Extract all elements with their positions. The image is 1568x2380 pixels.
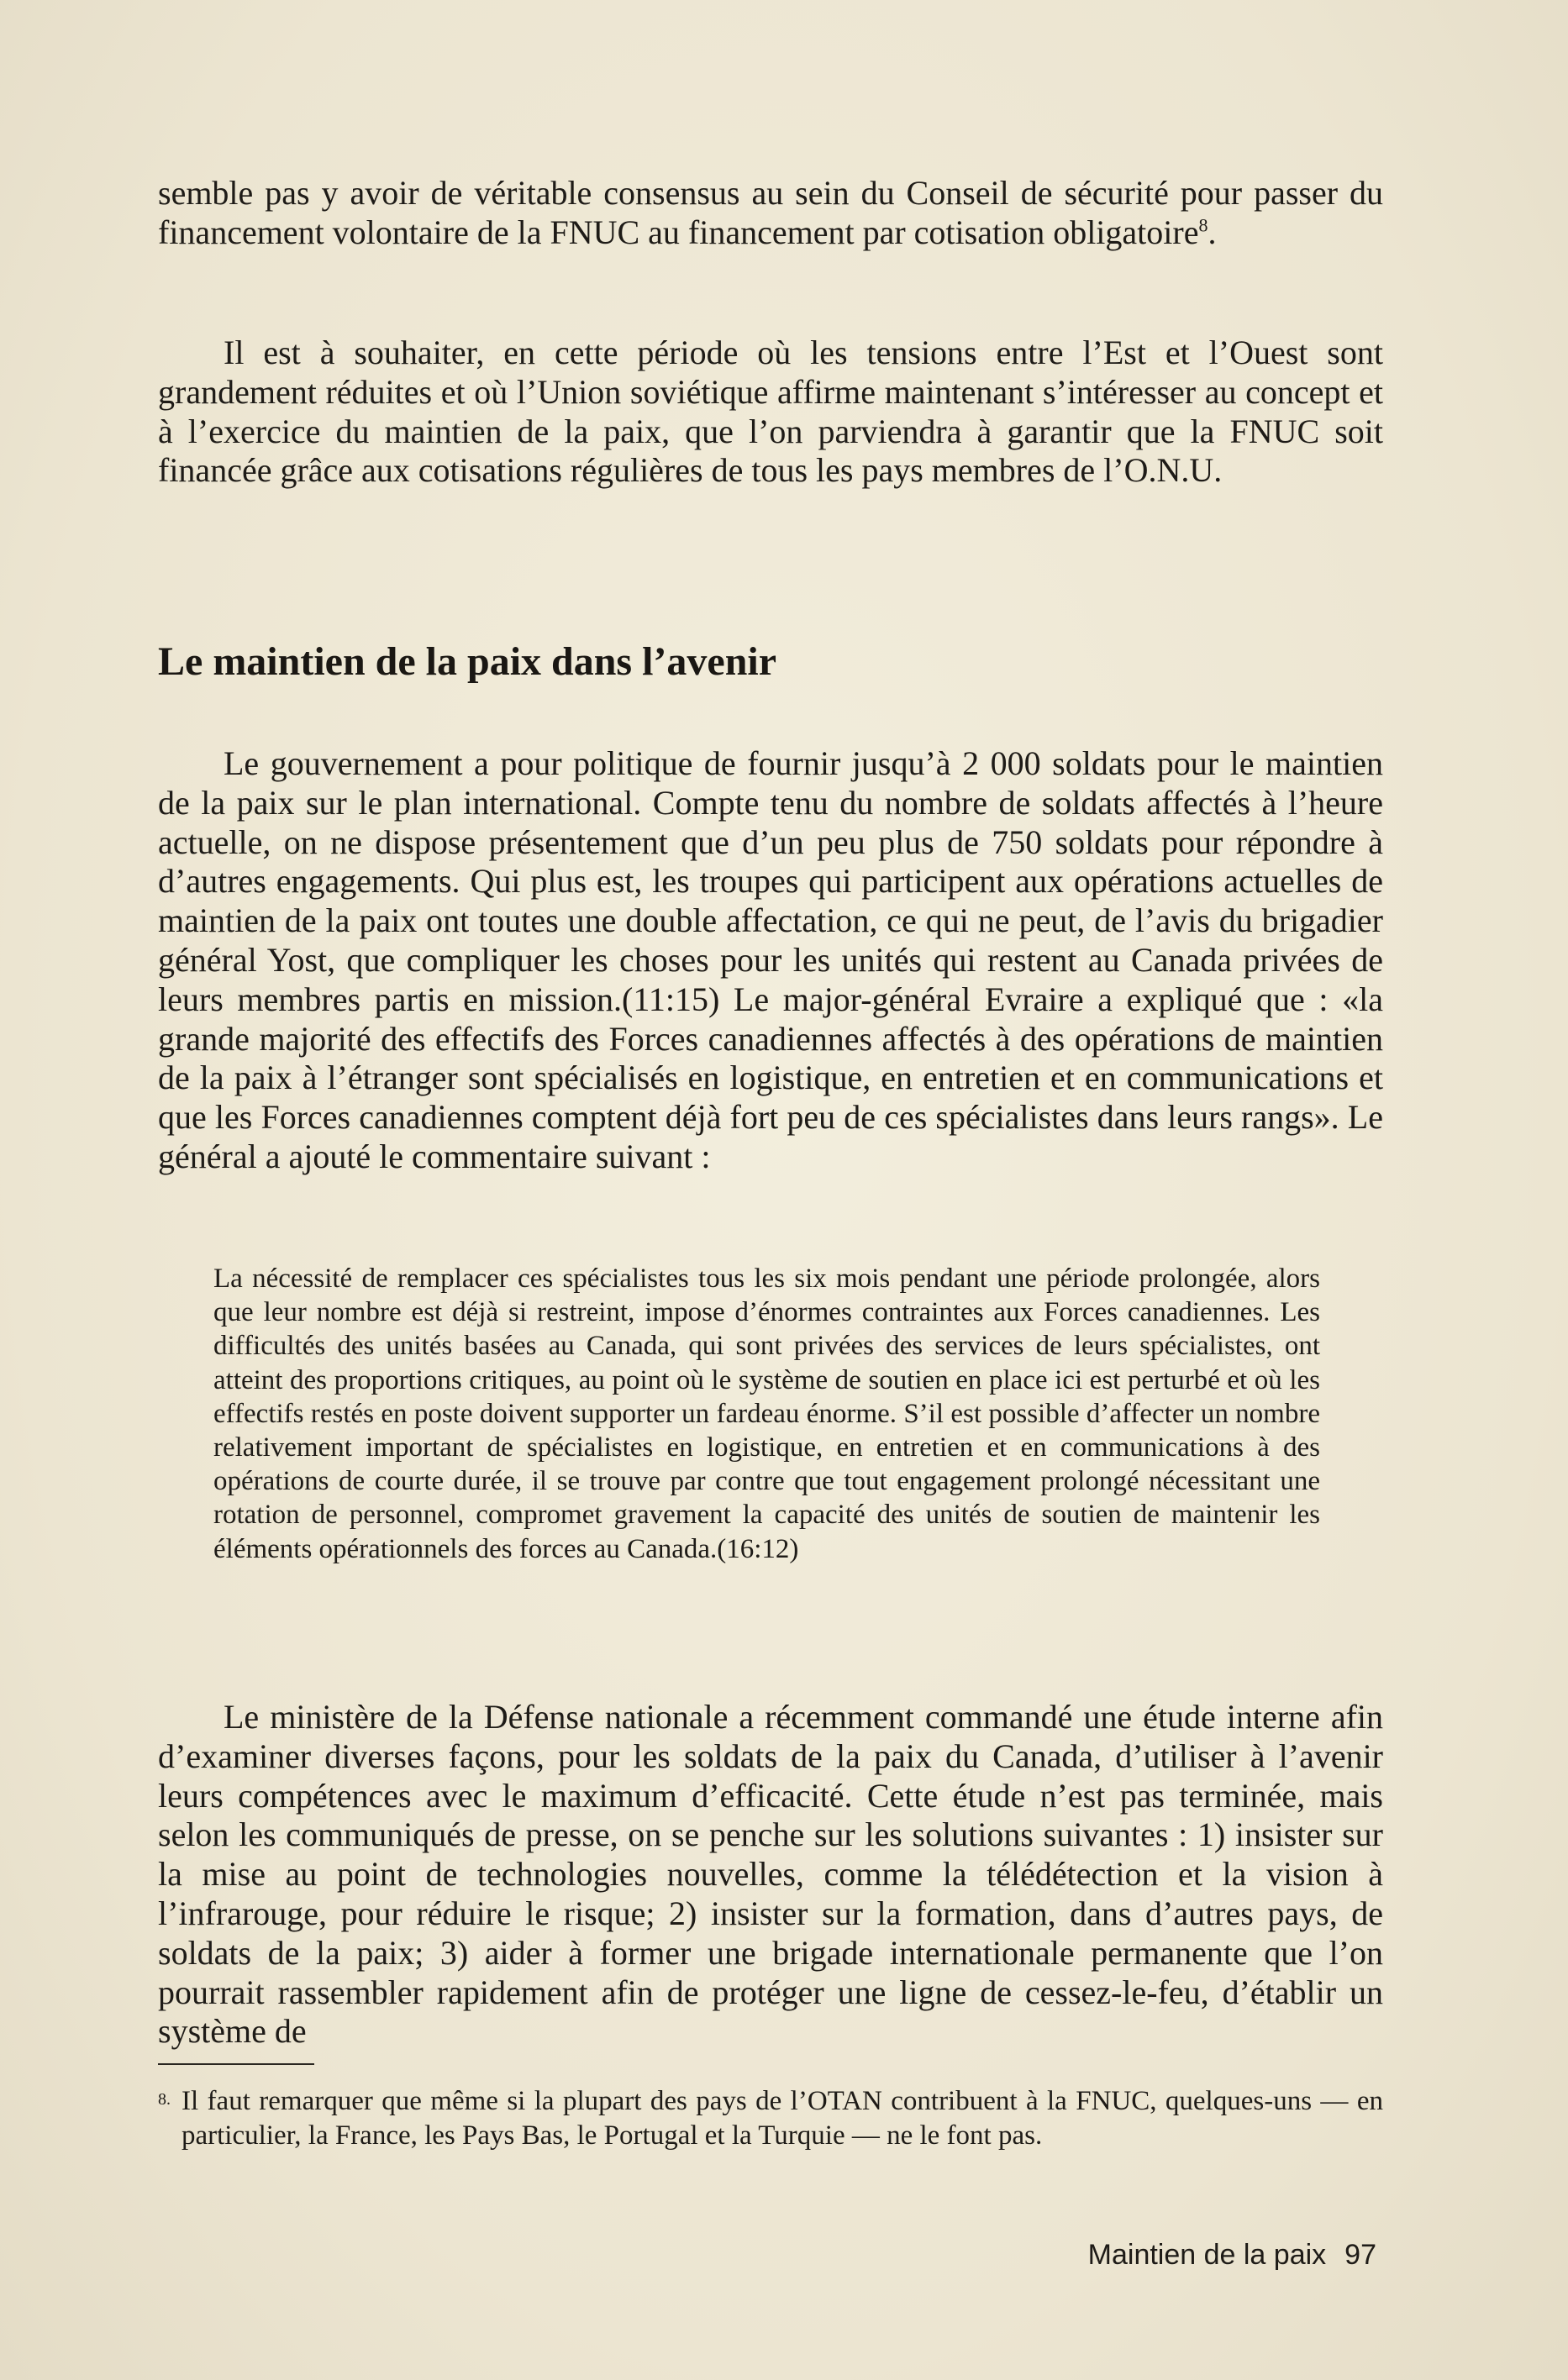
block-quote: La nécessité de remplacer ces spécialistes tous les six mois pendant une période prolongée, alors que leur nombre est déjà si restreint, impose d’énormes contraintes aux Forces canadiennes. Les difficultés des unités basées au Canada, qui sont privées des services de leurs spécialistes, ont atteint des proportions critiques, au point où le système de soutien en place ici est perturbé et où les effectifs restés en poste doivent supporter un fardeau énorme. S’il est possible d’affecter un nombre relativement important de spécialistes en logistique, en entretien et en communications à des opérations de courte durée, il se trouve par contre que tout engagement prolongé nécessitant une rotation de personnel, compromet gravement la capacité des unités de soutien de maintenir les éléments opérationnels des forces au Canada.(16:12)	[213, 1264, 1320, 1564]
footnote-divider	[158, 2063, 314, 2065]
paragraph-2-block	[158, 334, 1383, 491]
paragraph-4-block	[158, 1698, 1383, 2052]
footnote-marker: 8.	[158, 2090, 171, 2109]
section-heading-block	[158, 638, 1383, 686]
section-heading: Le maintien de la paix dans l’avenir	[158, 639, 777, 684]
footer-title: Maintien de la paix	[1087, 2239, 1327, 2271]
paragraph-3-block	[158, 744, 1383, 1177]
footnote	[158, 2084, 1383, 2152]
paragraph-continued	[158, 174, 1383, 253]
page-number: 97	[1344, 2239, 1376, 2271]
paragraph-1: semble pas y avoir de véritable consensus au sein du Conseil de sécurité pour passer du financement volontaire de la FNUC au financement par cotisation obligatoire$^8$.	[158, 174, 1383, 251]
paragraph-2: Il est à souhaiter, en cette période où les tensions entre l’Est et l’Ouest sont grandement réduites et où l’Union soviétique affirme maintenant s’intéresser au concept et à l’exercice du maintien de la paix, que l’on parviendra à garantir que la FNUC soit financée grâce aux cotisations régulières de tous les pays membres de l’O.N.U.	[158, 334, 1383, 490]
paragraph-4: Le ministère de la Défense nationale a récemment commandé une étude interne afin d’examiner diverses façons, pour les soldats de la paix du Canada, d’utiliser à l’avenir leurs compétences avec le maximum d’efficacité. Cette étude n’est pas terminée, mais selon les communiqués de presse, on se penche sur les solutions suivantes : 1) insister sur la mise au point de technologies nouvelles, comme la télédétection et la vision à l’infrarouge, pour réduire le risque; 2) insister sur la formation, dans d’autres pays, de soldats de la paix; 3) aider à former une brigade internationale permanente que l’on pourrait rassembler rapidement afin de protéger une ligne de cessez-le-feu, d’établir un système de	[158, 1698, 1383, 2051]
footnote-reference-8[interactable]: 8	[1198, 214, 1208, 236]
footnote-text: Il faut remarquer que même si la plupart des pays de l’OTAN contribuent à la FNUC, quelques-uns — en particulier, la France, les Pays Bas, le Portugal et la Turquie — ne le font pas.	[182, 2086, 1383, 2151]
running-footer	[1088, 2238, 1376, 2272]
paragraph-3: Le gouvernement a pour politique de fournir jusqu’à 2 000 soldats pour le maintien de la paix sur le plan international. Compte tenu du nombre de soldats affectés à l’heure actuelle, on ne dispose présentement que d’un peu plus de 750 soldats pour répondre à d’autres engagements. Qui plus est, les troupes qui participent aux opérations actuelles de maintien de la paix ont toutes une double affectation, ce qui ne peut, de l’avis du brigadier général Yost, que compliquer les choses pour les unités qui restent au Canada privées de leurs membres partis en mission.(11:15) Le major-général Evraire a expliqué que : «la grande majorité des effectifs des Forces canadiennes affectés à des opérations de maintien de la paix à l’étranger sont spécialisés en logistique, en entretien et en communications et que les Forces canadiennes comptent déjà fort peu de ces spécialistes dans leurs rangs». Le général a ajouté le commentaire suivant :	[158, 744, 1383, 1175]
